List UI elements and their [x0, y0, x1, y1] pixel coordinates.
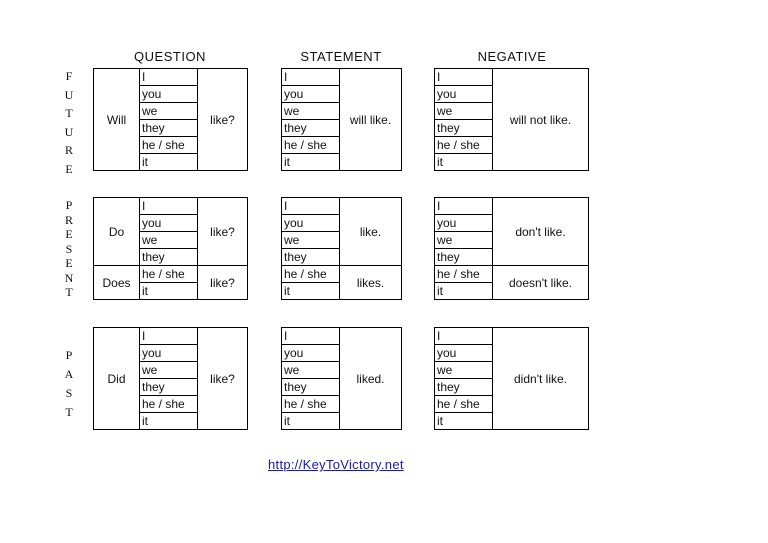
pronoun: we — [282, 232, 340, 249]
past-negative-verb: didn't like. — [493, 328, 589, 430]
pronoun: I — [435, 69, 493, 86]
pronoun: he / she — [282, 396, 340, 413]
pronoun: I — [282, 198, 340, 215]
pronoun: you — [435, 86, 493, 103]
present-statement-table — [281, 197, 402, 300]
pronoun: it — [140, 413, 198, 430]
pronoun: you — [140, 345, 198, 362]
tense-present: P R E S E N T — [64, 198, 74, 299]
pronoun: we — [140, 103, 198, 120]
pronoun: it — [282, 413, 340, 430]
pronoun: he / she — [282, 137, 340, 154]
past-aux: Did — [94, 328, 140, 430]
pronoun: they — [140, 379, 198, 396]
pronoun: we — [435, 232, 493, 249]
pronoun: he / she — [435, 137, 493, 154]
pronoun: we — [282, 103, 340, 120]
future-statement-verb: will like. — [340, 69, 402, 171]
pronoun: they — [282, 249, 340, 266]
present-statement-singular: likes. — [340, 266, 402, 300]
past-question-table — [93, 327, 248, 430]
present-negative-singular: doesn't like. — [493, 266, 589, 300]
pronoun: they — [282, 379, 340, 396]
pronoun: they — [140, 120, 198, 137]
pronoun: it — [435, 283, 493, 300]
pronoun: he / she — [435, 266, 493, 283]
pronoun: it — [140, 154, 198, 171]
pronoun: you — [282, 345, 340, 362]
pronoun: we — [282, 362, 340, 379]
header-negative: NEGATIVE — [477, 49, 547, 64]
pronoun: I — [140, 328, 198, 345]
future-question-verb: like? — [198, 69, 248, 171]
header-statement: STATEMENT — [300, 49, 382, 64]
pronoun: you — [282, 86, 340, 103]
website-link[interactable]: http://KeyToVictory.net — [268, 457, 404, 472]
pronoun: you — [435, 215, 493, 232]
pronoun: they — [435, 120, 493, 137]
present-negative-plural: don't like. — [493, 198, 589, 266]
pronoun: I — [282, 69, 340, 86]
future-negative-verb: will not like. — [493, 69, 589, 171]
pronoun: he / she — [140, 266, 198, 283]
past-question-verb: like? — [198, 328, 248, 430]
pronoun: I — [282, 328, 340, 345]
pronoun: he / she — [282, 266, 340, 283]
pronoun: they — [435, 249, 493, 266]
pronoun: he / she — [140, 396, 198, 413]
pronoun: he / she — [140, 137, 198, 154]
present-aux-singular: Does — [94, 266, 140, 300]
present-question-verb-plural: like? — [198, 198, 248, 266]
pronoun: it — [435, 413, 493, 430]
future-negative-table — [434, 68, 589, 171]
pronoun: they — [435, 379, 493, 396]
pronoun: it — [435, 154, 493, 171]
future-question-table — [93, 68, 248, 171]
header-question: QUESTION — [134, 49, 206, 64]
past-statement-table — [281, 327, 402, 430]
pronoun: you — [140, 215, 198, 232]
pronoun: it — [140, 283, 198, 300]
pronoun: I — [435, 328, 493, 345]
pronoun: it — [282, 154, 340, 171]
pronoun: I — [435, 198, 493, 215]
pronoun: they — [140, 249, 198, 266]
pronoun: you — [435, 345, 493, 362]
pronoun: you — [140, 86, 198, 103]
past-negative-table — [434, 327, 589, 430]
future-statement-table — [281, 68, 402, 171]
pronoun: I — [140, 198, 198, 215]
pronoun: we — [140, 232, 198, 249]
pronoun: we — [140, 362, 198, 379]
pronoun: I — [140, 69, 198, 86]
present-question-verb-singular: like? — [198, 266, 248, 300]
tense-future: F U T U R E — [64, 69, 74, 176]
pronoun: they — [282, 120, 340, 137]
pronoun: it — [282, 283, 340, 300]
present-question-table — [93, 197, 248, 300]
present-negative-table — [434, 197, 589, 300]
pronoun: he / she — [435, 396, 493, 413]
present-statement-plural: like. — [340, 198, 402, 266]
past-statement-verb: liked. — [340, 328, 402, 430]
pronoun: we — [435, 362, 493, 379]
present-aux-plural: Do — [94, 198, 140, 266]
pronoun: we — [435, 103, 493, 120]
pronoun: you — [282, 215, 340, 232]
future-aux: Will — [94, 69, 140, 171]
tense-past: P A S T — [64, 348, 74, 419]
